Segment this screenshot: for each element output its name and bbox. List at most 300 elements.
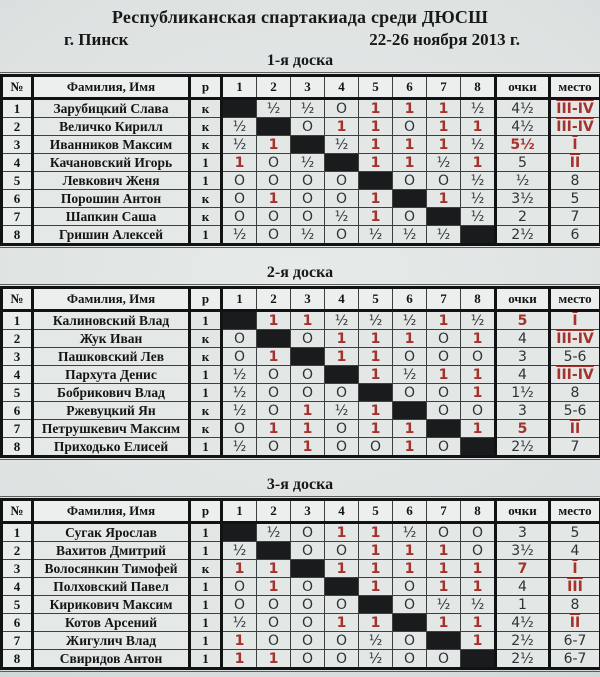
place-cell: 6 [550,226,600,245]
result-cell: 1 [291,420,325,438]
diagonal-cell [359,384,393,402]
player-name: Свиридов Антон [33,650,190,669]
player-rank: 1 [190,632,222,650]
result-cell: O [291,650,325,669]
tournament-title: Республиканская спартакиада среди ДЮСШ [111,7,489,27]
player-number: 3 [2,136,33,154]
result-cell: O [325,632,359,650]
crosstable-header [2,500,600,523]
result-cell: 1 [359,614,393,632]
col-header-round-4: 4 [325,500,359,523]
result-cell: O [393,632,427,650]
result-cell: 1 [359,523,393,542]
col-header-round-2: 2 [257,500,291,523]
result-cell: O [427,523,461,542]
result-cell: 1 [427,366,461,384]
result-cell: 1 [461,614,496,632]
result-cell: 1 [325,348,359,366]
place-cell: 6-7 [550,632,600,650]
result-cell: ½ [461,311,496,330]
result-cell: 1 [393,542,427,560]
player-name: Жигулич Влад [33,632,190,650]
result-cell: O [427,650,461,669]
result-cell: 1 [393,560,427,578]
result-cell: O [257,438,291,457]
col-header-round-6: 6 [393,288,427,311]
result-cell: 1 [393,330,427,348]
col-header-round-8: 8 [461,500,496,523]
result-cell: 1 [393,420,427,438]
col-header-round-2: 2 [257,288,291,311]
result-cell: O [257,614,291,632]
player-row [2,402,600,420]
player-row [2,226,600,245]
result-cell: O [291,632,325,650]
col-header-round-8: 8 [461,76,496,99]
result-cell: O [393,578,427,596]
place-cell: 5-6 [550,348,600,366]
result-cell: 1 [359,208,393,226]
result-cell: O [222,330,257,348]
col-header-name: Фамилия, Имя [33,500,190,523]
diagonal-cell [291,560,325,578]
player-row [2,420,600,438]
board-caption-3: 3-я доска [266,476,334,493]
col-header-round-6: 6 [393,76,427,99]
result-cell: O [291,366,325,384]
place-cell: 5-6 [550,402,600,420]
col-header-points: очки [496,76,550,99]
result-cell: ½ [461,99,496,118]
result-cell: ½ [222,614,257,632]
place-cell: 8 [550,172,600,190]
player-rank: к [190,99,222,118]
result-cell: 1 [461,420,496,438]
points-cell: 3 [496,402,550,420]
points-cell: 2½ [496,438,550,457]
place-cell: III-IV [550,118,600,136]
points-cell: 2½ [496,650,550,669]
player-name: Шапкин Саша [33,208,190,226]
result-cell: 1 [427,190,461,208]
points-cell: 3½ [496,542,550,560]
player-number: 8 [2,226,33,245]
result-cell: 1 [393,99,427,118]
result-cell: ½ [461,190,496,208]
player-rank: 1 [190,154,222,172]
result-cell: ½ [393,523,427,542]
result-cell: 1 [359,154,393,172]
result-cell: 1 [461,632,496,650]
result-cell: 1 [427,118,461,136]
diagonal-cell [257,330,291,348]
place-cell: III-IV [550,330,600,348]
result-cell: 1 [325,523,359,542]
diagonal-cell [291,136,325,154]
result-cell: ½ [393,366,427,384]
col-header-round-1: 1 [222,500,257,523]
result-cell: ½ [222,226,257,245]
diagonal-cell [359,172,393,190]
result-cell: 1 [257,348,291,366]
result-cell: ½ [359,311,393,330]
player-rank: к [190,136,222,154]
result-cell: 1 [359,578,393,596]
result-cell: O [291,330,325,348]
result-cell: O [257,208,291,226]
col-header-number: № [2,500,33,523]
place-cell: $\overline{II}$ [550,614,600,632]
result-cell: O [257,366,291,384]
points-cell: 3 [496,523,550,542]
player-name: Петрушкевич Максим [33,420,190,438]
result-cell: O [393,118,427,136]
result-cell: O [291,578,325,596]
result-cell: 1 [427,614,461,632]
player-number: 6 [2,190,33,208]
result-cell: 1 [359,136,393,154]
player-rank: 1 [190,226,222,245]
player-row [2,650,600,669]
result-cell: O [222,208,257,226]
result-cell: O [257,596,291,614]
tournament-dates: 22-26 ноября 2013 г. [369,30,520,49]
col-header-place: место [550,288,600,311]
place-cell: $\overline{II}$ [550,420,600,438]
result-cell: ½ [461,208,496,226]
points-cell: 4 [496,578,550,596]
boards-container [0,52,600,670]
player-rank: 1 [190,438,222,457]
result-cell: O [427,330,461,348]
points-cell: 5 [496,311,550,330]
result-cell: 1 [222,632,257,650]
result-cell: ½ [222,402,257,420]
result-cell: ½ [291,226,325,245]
result-cell: ½ [359,650,393,669]
result-cell: 1 [257,420,291,438]
player-name: Бобрикович Влад [33,384,190,402]
player-name: Котов Арсений [33,614,190,632]
place-cell: $\overline{III}$ [550,578,600,596]
col-header-round-7: 7 [427,76,461,99]
place-cell: 7 [550,208,600,226]
result-cell: 1 [359,99,393,118]
result-cell: 1 [461,560,496,578]
col-header-round-4: 4 [325,288,359,311]
result-cell: 1 [461,366,496,384]
player-rank: к [190,118,222,136]
player-name: Левкович Женя [33,172,190,190]
header-row [2,288,600,311]
points-cell: 7 [496,560,550,578]
col-header-round-4: 4 [325,76,359,99]
player-name: Жук Иван [33,330,190,348]
player-rank: к [190,330,222,348]
result-cell: O [359,438,393,457]
player-row [2,172,600,190]
result-cell: O [291,596,325,614]
player-number: 5 [2,384,33,402]
result-cell: O [325,596,359,614]
result-cell: O [393,348,427,366]
result-cell: ½ [325,402,359,420]
result-cell: 1 [257,190,291,208]
result-cell: 1 [393,438,427,457]
points-cell: 4 [496,366,550,384]
player-row [2,596,600,614]
result-cell: ½ [325,208,359,226]
result-cell: O [461,523,496,542]
result-cell: 1 [222,560,257,578]
points-cell: ½ [496,172,550,190]
result-cell: O [291,172,325,190]
result-cell: 1 [257,560,291,578]
result-cell: 1 [325,118,359,136]
result-cell: O [393,208,427,226]
player-row [2,118,600,136]
col-header-round-7: 7 [427,500,461,523]
result-cell: O [291,523,325,542]
diagonal-cell [325,578,359,596]
player-number: 5 [2,596,33,614]
col-header-round-1: 1 [222,288,257,311]
result-cell: O [325,542,359,560]
result-cell: O [222,596,257,614]
result-cell: O [427,348,461,366]
result-cell: 1 [461,154,496,172]
crosstable-board-3 [0,498,600,670]
points-cell: 5 [496,420,550,438]
place-cell: III-IV [550,99,600,118]
result-cell: O [325,420,359,438]
col-header-number: № [2,76,33,99]
place-cell: 8 [550,384,600,402]
points-cell: 2½ [496,226,550,245]
result-cell: ½ [393,226,427,245]
player-name: Иванников Максим [33,136,190,154]
result-cell: O [393,172,427,190]
player-row [2,330,600,348]
player-rank: 1 [190,650,222,669]
result-cell: O [325,438,359,457]
result-cell: O [257,172,291,190]
result-cell: 1 [291,438,325,457]
result-cell: O [393,596,427,614]
player-name: Ржевуцкий Ян [33,402,190,420]
result-cell: O [325,172,359,190]
result-cell: 1 [427,578,461,596]
player-row [2,190,600,208]
player-number: 6 [2,614,33,632]
col-header-place: место [550,76,600,99]
result-cell: ½ [393,311,427,330]
col-header-rank: р [190,288,222,311]
points-cell: 1½ [496,384,550,402]
result-cell: 1 [393,136,427,154]
result-cell: ½ [222,542,257,560]
result-cell: O [461,348,496,366]
player-row [2,154,600,172]
player-name: Величко Кирилл [33,118,190,136]
diagonal-cell [427,420,461,438]
result-cell: ½ [325,311,359,330]
result-cell: 1 [291,402,325,420]
player-row [2,560,600,578]
result-cell: 1 [222,154,257,172]
result-cell: 1 [257,578,291,596]
result-cell: 1 [393,154,427,172]
result-cell: 1 [291,311,325,330]
result-cell: ½ [359,632,393,650]
col-header-round-3: 3 [291,288,325,311]
player-number: 1 [2,99,33,118]
player-row [2,208,600,226]
result-cell: ½ [291,99,325,118]
col-header-name: Фамилия, Имя [33,76,190,99]
diagonal-cell [325,154,359,172]
player-name: Вахитов Дмитрий [33,542,190,560]
result-cell: 1 [359,118,393,136]
player-rank: к [190,190,222,208]
result-cell: O [257,632,291,650]
diagonal-cell [393,614,427,632]
points-cell: 2 [496,208,550,226]
col-header-place: место [550,500,600,523]
player-name: Качановский Игорь [33,154,190,172]
player-number: 4 [2,154,33,172]
player-name: Пашковский Лев [33,348,190,366]
diagonal-cell [291,348,325,366]
player-rank: к [190,348,222,366]
result-cell: O [257,154,291,172]
player-number: 1 [2,311,33,330]
result-cell: O [325,226,359,245]
player-number: 8 [2,438,33,457]
result-cell: ½ [325,136,359,154]
result-cell: 1 [427,542,461,560]
diagonal-cell [461,650,496,669]
result-cell: ½ [427,226,461,245]
crosstable-board-2 [0,286,600,458]
place-cell: $\overline{I}$ [550,311,600,330]
result-cell: O [393,384,427,402]
diagonal-cell [257,542,291,560]
points-cell: 5 [496,154,550,172]
player-number: 7 [2,420,33,438]
result-cell: ½ [222,366,257,384]
result-cell: ½ [359,226,393,245]
diagonal-cell [222,99,257,118]
result-cell: O [257,402,291,420]
result-cell: O [427,438,461,457]
points-cell: 4 [496,330,550,348]
diagonal-cell [393,190,427,208]
col-header-round-2: 2 [257,76,291,99]
result-cell: ½ [222,136,257,154]
player-name: Пархута Денис [33,366,190,384]
result-cell: ½ [427,154,461,172]
col-header-points: очки [496,288,550,311]
result-cell: O [325,650,359,669]
result-cell: ½ [461,596,496,614]
player-row [2,136,600,154]
col-header-round-1: 1 [222,76,257,99]
result-cell: 1 [359,330,393,348]
tournament-city: г. Пинск [64,30,129,49]
col-header-round-8: 8 [461,288,496,311]
player-name: Сугак Ярослав [33,523,190,542]
player-number: 4 [2,578,33,596]
result-cell: 1 [359,560,393,578]
result-cell: ½ [291,154,325,172]
result-cell: 1 [427,136,461,154]
player-row [2,311,600,330]
result-cell: O [257,226,291,245]
player-row [2,99,600,118]
col-header-points: очки [496,500,550,523]
player-name: Кирикович Максим [33,596,190,614]
place-cell: III-IV [550,366,600,384]
player-row [2,348,600,366]
result-cell: 1 [359,190,393,208]
crosstable-header [2,76,600,99]
tournament-subheader [0,28,600,50]
header-row [2,500,600,523]
result-cell: 1 [325,560,359,578]
result-cell: 1 [257,311,291,330]
place-cell: 4 [550,542,600,560]
result-cell: 1 [359,366,393,384]
diagonal-cell [325,366,359,384]
player-row [2,523,600,542]
player-number: 3 [2,348,33,366]
result-cell: O [222,348,257,366]
place-cell: 5 [550,190,600,208]
player-rank: 1 [190,596,222,614]
player-row [2,542,600,560]
player-number: 7 [2,632,33,650]
player-row [2,384,600,402]
col-header-round-5: 5 [359,288,393,311]
points-cell: 5½ [496,136,550,154]
crosstable-board-1 [0,74,600,246]
result-cell: ½ [222,438,257,457]
result-cell: O [427,402,461,420]
result-cell: 1 [325,330,359,348]
result-cell: O [291,208,325,226]
diagonal-cell [393,402,427,420]
player-rank: 1 [190,523,222,542]
player-number: 1 [2,523,33,542]
diagonal-cell [222,523,257,542]
result-cell: O [291,118,325,136]
result-cell: O [427,384,461,402]
result-cell: ½ [461,136,496,154]
result-cell: O [222,420,257,438]
player-rank: к [190,560,222,578]
result-cell: ½ [222,384,257,402]
player-number: 2 [2,330,33,348]
result-cell: O [325,190,359,208]
player-number: 2 [2,542,33,560]
result-cell: O [291,614,325,632]
points-cell: 1 [496,596,550,614]
player-name: Гришин Алексей [33,226,190,245]
place-cell: $\overline{I}$ [550,560,600,578]
crosstable-header [2,288,600,311]
result-cell: O [222,578,257,596]
